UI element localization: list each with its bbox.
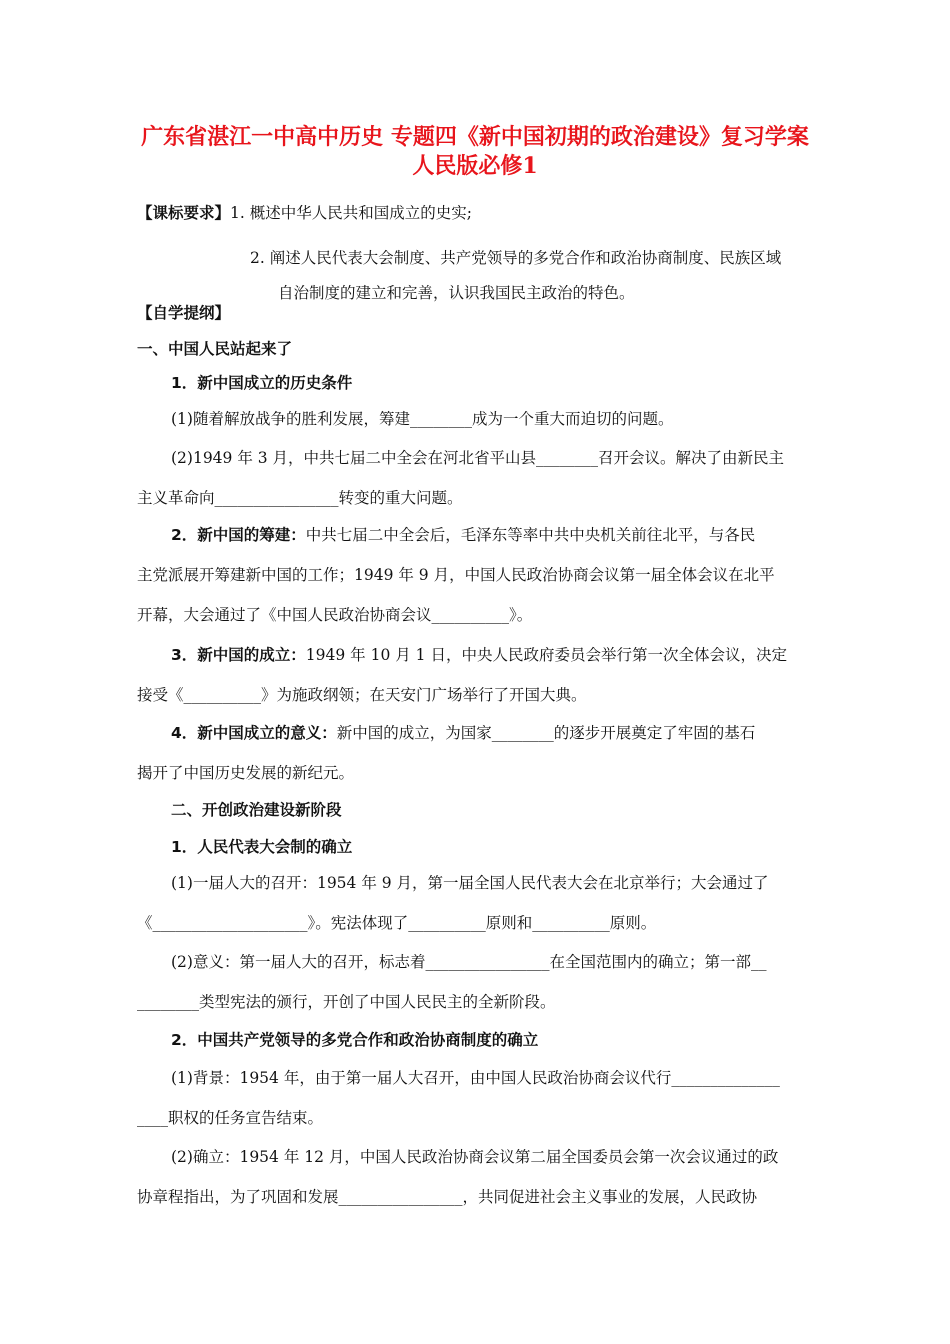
part1-s1-p2-line1: (2)1949 年 3 月，中共七届二中全会在河北省平山县________召开会议。解决了由新民主 [171,449,785,467]
part2-heading: 二、开创政治建设新阶段 [171,801,342,819]
part1-s4-label: 4．新中国成立的意义： [171,724,337,742]
part1-s2-text: 中共七届二中全会后，毛泽东等率中共中央机关前往北平，与各民 [305,526,756,544]
part2-s1-p1-line2: 《____________________》。宪法体现了__________原则和__________原则。 [137,914,657,932]
self-study-label: 【自学提纲】 [137,304,231,322]
part2-s1-p1-line1: (1)一届人大的召开：1954 年 9 月，第一届全国人民代表大会在北京举行；大会通过了 [171,874,769,892]
part1-s1-heading: 1．新中国成立的历史条件 [171,374,353,392]
requirements-label: 【课标要求】 [137,204,231,222]
part2-s1-heading: 1．人民代表大会制的确立 [171,838,353,856]
part1-s2-label: 2．新中国的筹建： [171,526,306,544]
document-title-line2: 人民版必修1 [412,153,538,179]
part1-s4-text: 新中国的成立，为国家________的逐步开展奠定了牢固的基石 [336,724,756,742]
part1-s3-text: 1949 年 10 月 1 日，中央人民政府委员会举行第一次全体会议，决定 [305,646,787,664]
requirements-line1 [137,202,472,224]
part1-s2-line3: 开幕，大会通过了《中国人民政治协商会议__________》。 [137,606,533,624]
part2-s2-heading: 2．中国共产党领导的多党合作和政治协商制度的确立 [171,1031,539,1049]
part1-s4-line2: 揭开了中国历史发展的新纪元。 [137,764,355,782]
part1-s2-line1 [171,524,755,546]
part2-s2-p2-line1: (2)确立：1954 年 12 月，中国人民政治协商会议第二届全国委员会第一次会议通过的政 [171,1148,779,1166]
document-title-line1: 广东省湛江一中高中历史 专题四《新中国初期的政治建设》复习学案 [141,124,809,150]
part1-heading: 一、中国人民站起来了 [137,340,293,358]
requirements-item2-line2: 自治制度的建立和完善，认识我国民主政治的特色。 [278,284,635,302]
part1-s3-line1 [171,644,787,666]
part1-s3-line2: 接受《__________》为施政纲领；在天安门广场举行了开国大典。 [137,686,587,704]
part1-s1-p1: (1)随着解放战争的胜利发展，筹建________成为一个重大而迫切的问题。 [171,410,674,428]
part1-s2-line2: 主党派展开筹建新中国的工作；1949 年 9 月，中国人民政治协商会议第一届全体会议在北平 [137,566,775,584]
requirements-item2-line1: 2. 阐述人民代表大会制度、共产党领导的多党合作和政治协商制度、民族区域 [250,249,782,267]
part2-s1-p2-line2: ________类型宪法的颁行，开创了中国人民民主的全新阶段。 [137,993,556,1011]
part2-s2-p1-line1: (1)背景：1954 年，由于第一届人大召开，由中国人民政治协商会议代行______________ [171,1069,780,1087]
part1-s4-line1 [171,722,755,744]
part1-s3-label: 3．新中国的成立： [171,646,306,664]
part2-s1-p2-line1: (2)意义：第一届人大的召开，标志着________________在全国范围内的确立；第一部__ [171,953,767,971]
part2-s2-p2-line2: 协章程指出，为了巩固和发展________________，共同促进社会主义事业的发展，人民政协 [137,1188,758,1206]
part1-s1-p2-line2: 主义革命向________________转变的重大问题。 [137,489,463,507]
part2-s2-p1-line2: ____职权的任务宣告结束。 [137,1109,324,1127]
requirements-item1: 1. 概述中华人民共和国成立的史实; [230,204,472,222]
